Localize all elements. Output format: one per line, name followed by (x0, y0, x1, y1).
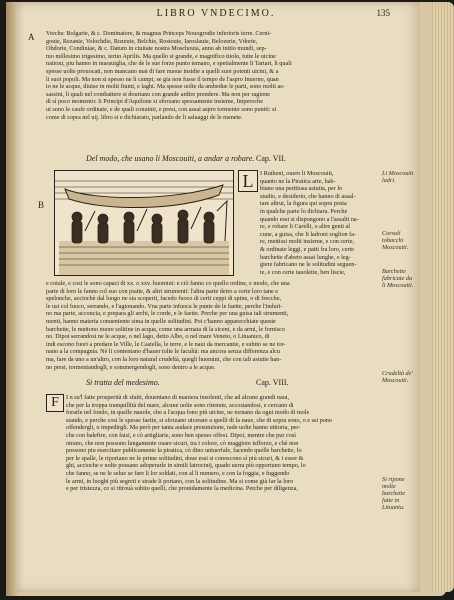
text-line: studio, e desiderio, che hanno di assal- (260, 192, 356, 200)
section3-title: Si tratta del medesimo. (86, 378, 160, 387)
section2-dropcap: L (238, 170, 258, 192)
text-line: spesse uolte prouocati, non mancano mai di fare nuoue insidie a quelli suoi potenti uicini, & a (46, 67, 279, 75)
text-line: possono piu esercitare publicamente la piratica, cò dino uniuerfale, facendo quelle barchette, lo (66, 447, 302, 455)
section3-chapter: Cap. VIII. (256, 378, 289, 387)
page-number: 135 (376, 8, 390, 18)
text-line: e per tristezza, co si ritrouà subito quelli, che prouidamente la medicina. Perche per diligenza, (66, 485, 298, 493)
text-line: no ma parte, acconcia, e prepara gli archi, le corde, e le faette. Perche per una guisa tali strumenti, (46, 310, 289, 318)
running-header (16, 8, 420, 22)
text-line: che con baleftre, con faisi, e cò artigliarie, sono ben spesso offesi. Dipoi, mentre che pur così (66, 431, 296, 439)
text-line: I n su'l fatte prosperità di sfatti, douentano di maniera insolenti, che ad alcune grandi naui, (66, 394, 290, 401)
margin-note-3: Barchette fabricate da li Moscouiti. (382, 268, 414, 289)
page-edges (432, 2, 454, 592)
margin-note-1: Li Moscouiti ladri. (382, 170, 414, 184)
margin-note-5: Si ripone molte barchette fatte in Lituania. (382, 476, 406, 511)
text-line: te, e con certe tauolette, ben liscie, (260, 268, 346, 276)
text-line: tare altrui, la figura qui sopra posta (260, 200, 347, 208)
text-line: no. Dipoi serrandosi ne le acque, o nel lago, detto Albo, o nel mare Veneto, o Lituanico, di (46, 333, 270, 341)
text-line: nano a la compagnia. Nè li contentano d'hauer tolte le facultà: ma ancora senza differenza alcu (46, 348, 280, 356)
section3-heading (86, 378, 366, 387)
text-line: ma, fare da uno a un'altro, con la loro natural crudeltà, quegli huomini, che con tali astutie han- (46, 355, 282, 363)
text-line: parte di loro le fanno col suo con piatte, & altri strumenti: l'altra parte detro a certe loro tane e (46, 287, 279, 295)
text-line: offendergli, o impedirgli. Ma però per tanta audace presunzione, rade uolte hanno uittoria, per- (66, 424, 301, 432)
text-line: spelonche, acciochè dal luogo ne sia scoperti, facedo fuoco di certi ceppi di spine, o di frecche, (46, 295, 282, 303)
text-line: le armi, in luoghi più segreti e strade li portano, con la solitudine. Ma si come già far la loro (66, 477, 294, 485)
text-line: biano una peritiosa astutia, per lo (260, 185, 343, 193)
text-line: re, e robare li Carelli, o altre genti al (260, 223, 351, 231)
woodcut-illustration (54, 170, 234, 276)
text-line: che fanno, se ne le selue se fare li lor soldati, con al li numero, e con la foggia, e fuggendo (66, 469, 290, 477)
text-line: in qualche parte lo dichiara. Perche (260, 207, 348, 215)
text-line: barchette, le mettono nuore solitine in acqua, come una armata di la siceni, e da armi, le fornisco (46, 325, 285, 333)
text-line: to ne le acque, diuise in molti fiumi, e laghi. Ma spesse uolte da ambedue le parti, sono molti as- (46, 83, 285, 91)
section2-heading (86, 154, 366, 163)
running-title: LIBRO VNDECIMO. (156, 8, 276, 19)
text-line: ui sono le caufe ordinate, e de quali conuinti, e presi, con assai aspro tormento sono puniti: si (46, 105, 277, 113)
margin-note-4: Crudeltà de' Moscouiti. (382, 370, 413, 384)
margin-letter-b: B (38, 200, 45, 210)
page (16, 2, 420, 592)
text-line: quando essi si dispongono a l'assalti na- (260, 215, 359, 223)
woodcut-scene-icon (55, 171, 233, 275)
text-line: cune, a guisa, che li ladroni soglion fa- (260, 230, 357, 238)
text-line: di sì poco momento: li Principi d'Aquilone si sforzano spessamente insieme, Imperoche (46, 98, 263, 106)
text-line: no presi, tormentandogli, e sommergendogli, sono dentro a le acque. (46, 363, 216, 371)
text-line: mo millesimo trigesimo, tertio Aprilis. Ma quello si grande, e magnifico titolo, tutte le uicine (46, 52, 276, 60)
text-line: le usi col fuoco, serrando, e l'agionando. Vna parte infuoca le punte de le faette, perche l'induri- (46, 302, 283, 310)
text-line: come di sopra nel uij. libro si e dichiarato, parlando de li saluaggi de le menete. (46, 113, 243, 121)
margin-note-2: Corsali tobacchi Moscouiti. (382, 230, 409, 251)
text-line: e cotale, e cosi le sono capaci di xx. o xxv. huomini: e ciò fanno co quello ordine, e modo, che una (46, 280, 290, 287)
text-line: giere fabricano ne le solitudini seguen- (260, 261, 357, 269)
text-line: sassini, li quali nel combattere si douriano con grande ardire prendere. Ma non per ragione (46, 90, 271, 98)
text-line: Vrechs: Bolgarie, & c. Dominatore, & magnus Princeps Nouogrodie inferioris terre. Cerni- (46, 30, 272, 37)
text-line: gouie, Rezanie, Volochdie, Rozeuie, Belchie, Rostouie, Iaroslauie, Belozerie, Vdorie, (46, 37, 258, 45)
text-line: barchette d'abeto assai lunghe, e leg- (260, 253, 351, 261)
text-line: otrano, che non possono lungamente ouare sicuri, tra i colore, cò maggiore isfforzo, e chè non (66, 439, 299, 447)
section2-chapter: Cap. VII. (256, 154, 286, 163)
text-line: re, mettissi molti insieme, e con certe, (260, 238, 354, 246)
section2-full-text (46, 280, 376, 371)
text-line: forarle nel fondo, in quelle nauole, che a l'acqua fono più uicine, ne tornano da ogni modo di mole (66, 409, 310, 417)
text-line: indi escono fuori a predare le Ville, le Castella, le terre, e le naui da mercantie, e subito se ne tor- (46, 340, 286, 348)
text-line: stando, e perche cosi le spesse faette, si sforzano uicerare a quelli di la naue, che di sopra sono, o e ssi pono (66, 416, 332, 424)
text-line: che per la troppa tranquillità del mare, alcune uolte sono ritenute, accostandosi, e cercano di (66, 401, 294, 409)
text-line: li suoi popoli. Ma non si spesso ne li campi, se gia non fusse il tempo de l'aspro Inuerno, quan (46, 75, 279, 83)
text-line: & ordinate leggi, e patti fra loro, certe (260, 245, 354, 253)
text-line: Obdorie, Condiniae, & c. Datum in ciuitate nostra Moschouia, anno ab initio mundi, sep- (46, 45, 267, 53)
section2-beside-text (260, 170, 378, 276)
section1-paragraph (46, 30, 376, 121)
margin-letter-a: A (28, 32, 35, 42)
text-line: quanto ne la Piratica arte, hab- (260, 177, 336, 185)
text-line: ghi, accioche e uolte possano adoperarle in simili latrocinij, quado uerra più opportuno tempo, lo (66, 462, 306, 470)
text-line: per le spalle, le riportano ne le prime solitudini, doue essi si conoscono sì più sicuri, & i esser & (66, 454, 304, 462)
text-line: I Rutheni, ouero li Moscouiti, (260, 170, 334, 177)
section2-title: Del modo, che usano li Moscouiti, a andar a robare. (86, 154, 255, 163)
text-line: nationi, piu hanno in marauiglia, che de le sue forze punto temano, e spetialmente li Tartari, li quali (46, 60, 292, 68)
text-line: menti, hanno materia conueniente sima in quelle solitudini. Poi c'hanno apparecchiate queste (46, 317, 276, 325)
section3-paragraph (66, 394, 376, 493)
section3-dropcap: F (46, 394, 64, 412)
